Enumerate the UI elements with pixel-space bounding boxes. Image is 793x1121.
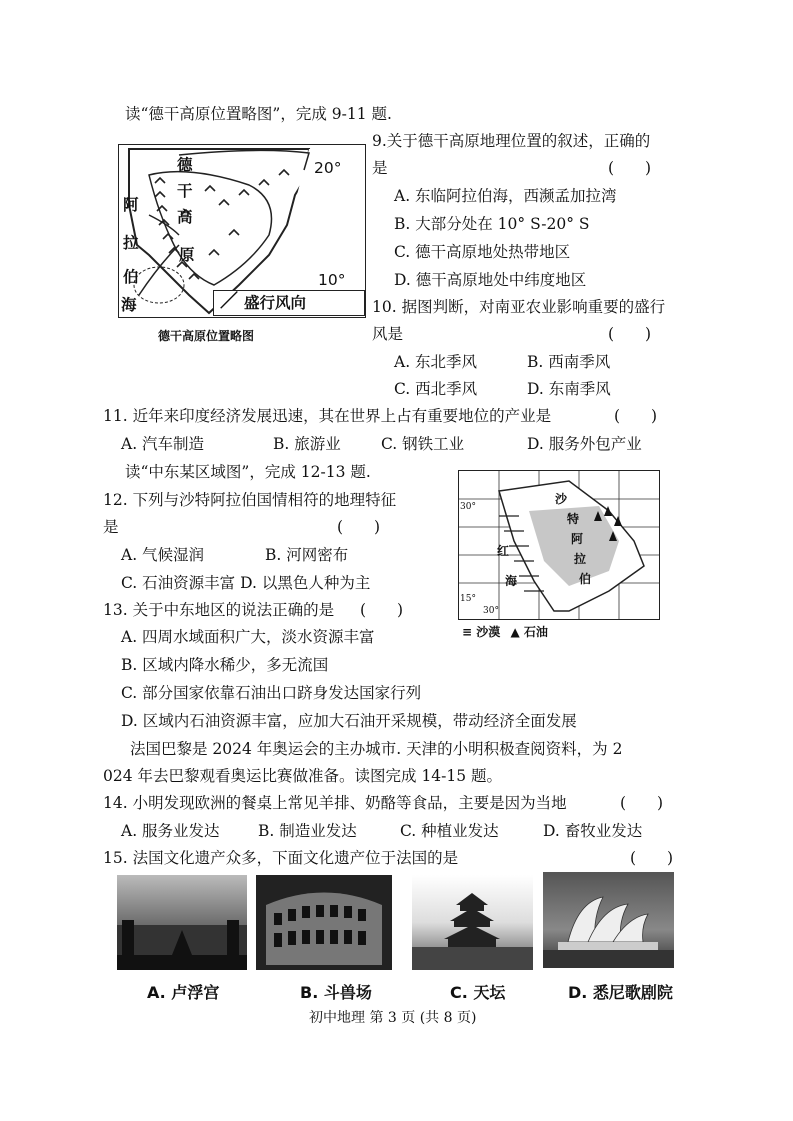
- answer-paren: ( ): [608, 325, 652, 343]
- map-label: 高: [177, 208, 193, 226]
- intro-text-cont: 024 年去巴黎观看奥运比赛做准备。读图完成 14-15 题。: [103, 767, 503, 785]
- legend-oil: 石油: [523, 625, 548, 639]
- q9-option-a: A. 东临阿拉伯海，西濒孟加拉湾: [394, 187, 617, 205]
- map-label: 红: [497, 544, 510, 558]
- q12-stem-cont: 是: [103, 518, 119, 536]
- q12-option-b: B. 河网密布: [265, 546, 349, 564]
- desert-icon: ≡: [462, 625, 473, 639]
- q12-option-cd: C. 石油资源丰富 D. 以黑色人种为主: [121, 574, 371, 592]
- q12-stem: 12. 下列与沙特阿拉伯国情相符的地理特征: [103, 491, 397, 509]
- q11-option-a: A. 汽车制造: [121, 435, 205, 453]
- wind-arrow-icon: ／: [220, 291, 238, 312]
- answer-paren: ( ): [630, 849, 674, 867]
- q10-option-b: B. 西南季风: [527, 353, 611, 371]
- q14-stem: 14. 小明发现欧洲的餐桌上常见羊排、奶酪等食品，主要是因为当地: [103, 794, 567, 812]
- map-caption: 德干高原位置略图: [158, 329, 255, 343]
- q13-option-b: B. 区域内降水稀少，多无流国: [121, 656, 329, 674]
- temple-of-heaven-image: [412, 875, 533, 970]
- map-label: 拉: [574, 552, 587, 566]
- q9-option-b: B. 大部分处在 10° S-20° S: [394, 215, 590, 233]
- legend-wind: 盛行风向: [244, 294, 307, 312]
- map-label: 拉: [123, 234, 139, 252]
- colosseum-image: [256, 875, 392, 970]
- q13-option-d: D. 区域内石油资源丰富，应加大石油开采规模，带动经济全面发展: [121, 712, 577, 730]
- q14-option-d: D. 畜牧业发达: [543, 822, 643, 840]
- intro-text: 读“德干高原位置略图”，完成 9-11 题.: [125, 105, 392, 123]
- lat-label: 30°: [460, 502, 476, 512]
- map-label: 德: [177, 156, 193, 174]
- q9-option-d: D. 德干高原地处中纬度地区: [394, 271, 587, 289]
- temple-of-heaven-photo: [412, 875, 533, 970]
- q14-option-c: C. 种植业发达: [400, 822, 499, 840]
- answer-paren: ( ): [337, 518, 381, 536]
- louvre-image: [117, 875, 247, 970]
- oil-icon: ▲: [510, 625, 520, 639]
- map-label: 特: [567, 512, 580, 526]
- map-label: 海: [505, 574, 518, 588]
- intro-text: 法国巴黎是 2024 年奥运会的主办城市. 天津的小明积极查阅资料，为 2: [130, 740, 623, 758]
- map-legend: [213, 290, 365, 316]
- lat-label: 10°: [318, 271, 346, 289]
- answer-paren: ( ): [360, 601, 404, 619]
- colosseum-photo: [256, 875, 392, 970]
- map-label: 干: [177, 182, 193, 200]
- q15-stem: 15. 法国文化遗产众多，下面文化遗产位于法国的是: [103, 849, 459, 867]
- q9-stem: 9.关于德干高原地理位置的叙述，正确的: [372, 132, 651, 150]
- q10-option-c: C. 西北季风: [394, 380, 478, 398]
- q10-option-d: D. 东南季风: [527, 380, 611, 398]
- answer-paren: ( ): [620, 794, 664, 812]
- map-label: 海: [121, 296, 137, 314]
- map-legend: [462, 622, 548, 642]
- q11-option-d: D. 服务外包产业: [527, 435, 642, 453]
- q9-stem-cont: 是: [372, 159, 388, 177]
- answer-paren: ( ): [608, 159, 652, 177]
- photo-caption-b: B. 斗兽场: [300, 983, 372, 1002]
- photo-caption-d: D. 悉尼歌剧院: [568, 983, 673, 1002]
- lat-label: 20°: [314, 159, 342, 177]
- sydney-opera-house-photo: [543, 872, 674, 968]
- photo-caption-a: A. 卢浮宫: [147, 983, 220, 1002]
- answer-paren: ( ): [614, 407, 658, 425]
- lat-label: 15°: [460, 594, 476, 604]
- q10-stem-cont: 风是: [372, 325, 404, 343]
- q14-option-b: B. 制造业发达: [258, 822, 357, 840]
- intro-text: 读“中东某区域图”，完成 12-13 题.: [125, 463, 371, 481]
- q13-option-a: A. 四周水域面积广大，淡水资源丰富: [121, 628, 375, 646]
- q10-stem: 10. 据图判断，对南亚农业影响重要的盛行: [372, 298, 666, 316]
- map-label: 原: [179, 246, 195, 264]
- map-label: 阿: [123, 196, 139, 214]
- map-label: 沙: [555, 492, 568, 506]
- lon-label: 30°: [483, 606, 499, 616]
- q14-option-a: A. 服务业发达: [121, 822, 220, 840]
- q11-option-c: C. 钢铁工业: [381, 435, 465, 453]
- sydney-opera-house-image: [543, 872, 674, 968]
- q10-option-a: A. 东北季风: [394, 353, 478, 371]
- photo-caption-c: C. 天坛: [450, 983, 506, 1002]
- middle-east-map: [458, 470, 660, 620]
- legend-desert: 沙漠: [476, 625, 501, 639]
- q13-option-c: C. 部分国家依靠石油出口跻身发达国家行列: [121, 684, 422, 702]
- map-label: 伯: [579, 572, 592, 586]
- page-footer: 初中地理 第 3 页 (共 8 页): [309, 1010, 477, 1026]
- q11-option-b: B. 旅游业: [273, 435, 341, 453]
- map-label: 阿: [571, 532, 584, 546]
- q9-option-c: C. 德干高原地处热带地区: [394, 243, 571, 261]
- map-label: 伯: [123, 268, 139, 286]
- q11-stem: 11. 近年来印度经济发展迅速，其在世界上占有重要地位的产业是: [103, 407, 552, 425]
- louvre-photo: [117, 875, 247, 970]
- q12-option-a: A. 气候湿润: [121, 546, 205, 564]
- q13-stem: 13. 关于中东地区的说法正确的是: [103, 601, 335, 619]
